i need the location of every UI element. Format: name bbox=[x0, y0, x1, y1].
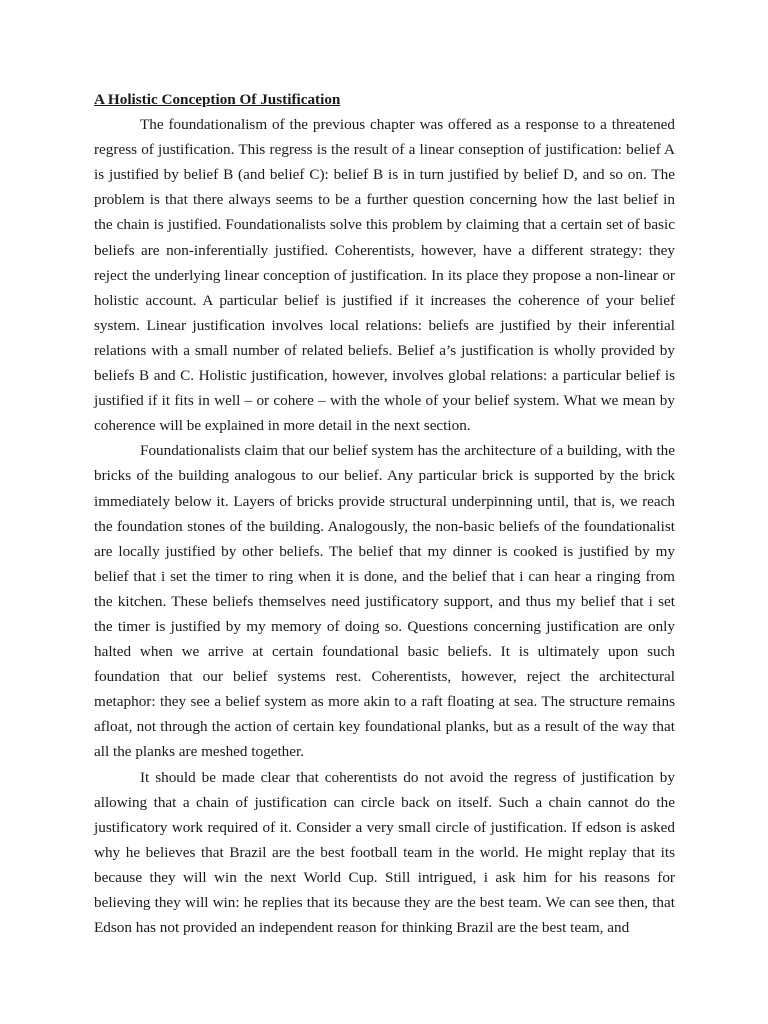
paragraph-3: It should be made clear that coherentists do not avoid the regress of justification by allowing that a chain of justification can circle back on itself. Such a chain cannot do the justificatory work required of it. Consider a very small circle of justification. If edson is asked why he believes that Brazil are the best football team in the world. He might replay that its because they will win the next World Cup. Still intrigued, i ask him for his reasons for believing they will win: he replies that its because they are the best team. We can see then, that Edson has not provided an independent reason for thinking Brazil are the best team, and bbox=[94, 768, 675, 937]
paragraph-1: The foundationalism of the previous chapter was offered as a response to a threatened regress of justification. This regress is the result of a linear conseption of justification: belief A is justified by belief B (and belief C): belief B is in turn justified by belief D, and so on. The problem is that there always seems to be a further question concerning how the last belief in the chain is justified. Foundationalists solve this problem by claiming that a certain set of basic beliefs are non-inferentially justified. Coherentists, however, have a different strategy: they reject the underlying linear conception of justification. In its place they propose a non-linear or holistic account. A particular belief is justified if it increases the coherence of your belief system. Linear justification involves local relations: beliefs are justified by their inferential relations with a small number of related beliefs. Belief a’s justification is wholly provided by beliefs B and C. Holistic justification, however, involves global relations: a particular belief is justified if it fits in well – or cohere – with the whole of your belief system. What we mean by coherence will be explained in more detail in the next section. bbox=[94, 116, 675, 435]
document-heading: A Holistic Conception Of Justification bbox=[94, 91, 341, 108]
document-page bbox=[94, 87, 675, 940]
paragraph-2: Foundationalists claim that our belief system has the architecture of a building, with the bricks of the building analogous to our belief. Any particular brick is supported by the brick immediately below it. Layers of bricks provide structural underpinning until, that is, we reach the foundation stones of the building. Analogously, the non-basic beliefs of the foundationalist are locally justified by other beliefs. The belief that my dinner is cooked is justified by my belief that i set the timer to ring when it is done, and the belief that i can hear a ringing from the kitchen. These beliefs themselves need justificatory support, and thus my belief that i set the timer is justified by my memory of doing so. Questions concerning justification are only halted when we arrive at certain foundational basic beliefs. It is ultimately upon such foundation that our belief systems rest. Coherentists, however, reject the architectural metaphor: they see a belief system as more akin to a raft floating at sea. The structure remains afloat, not through the action of certain key foundational planks, but as a result of the way that all the planks are meshed together. bbox=[94, 442, 675, 761]
